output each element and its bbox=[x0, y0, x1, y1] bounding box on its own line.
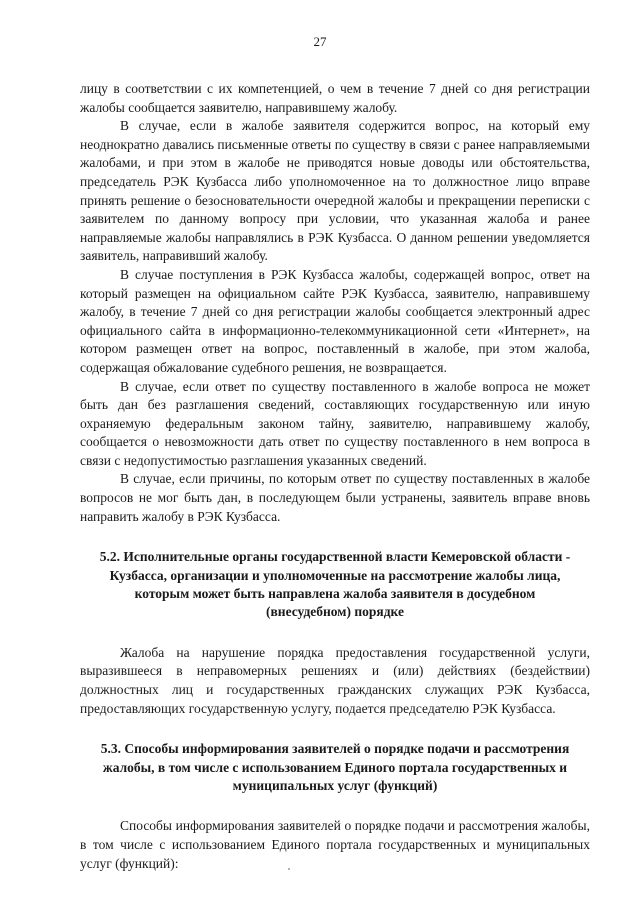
paragraph-continuation: лицу в соответствии с их компетенцией, о чем в течение 7 дней со дня регистрации жалобы сообщается заявителю, направившему жалобу. bbox=[80, 81, 590, 115]
page-body bbox=[80, 80, 590, 873]
paragraph-website-answer: В случае поступления в РЭК Кузбасса жалобы, содержащей вопрос, ответ на который размещен на официальном сайте РЭК Кузбасса, заявителю, направившему жалобу, в течение 7 дней со дня регистрации жалобы сообщается электронный адрес официального сайта в информационно-телекоммуникационной сети «Интернет», на котором размещен ответ на вопрос, поставленный в жалобе, при этом жалоба, содержащая обжалование судебного решения, не возвращается. bbox=[80, 266, 590, 375]
section-5-2-body: Жалоба на нарушение порядка предоставления государственной услуги, выразившееся в неправомерных решениях и (или) действиях (бездействии) должностных лиц и государственных гражданских служащих РЭК Кузбасса, предоставляющих государственную услугу, подается председателю РЭК Кузбасса. bbox=[80, 644, 590, 716]
paragraph-resubmit: В случае, если причины, по которым ответ по существу поставленных в жалобе вопросов не мог быть дан, в последующем были устранены, заявитель вправе вновь направить жалобу в РЭК Кузбасса. bbox=[80, 471, 590, 524]
section-5-3-heading: 5.3. Способы информирования заявителей о порядке подачи и рассмотрения жалобы, в том числе с использованием Единого портала государственных и муниципальных услуг (функций) bbox=[100, 741, 570, 794]
paragraph-repeat-complaint: В случае, если в жалобе заявителя содержится вопрос, на который ему неоднократно давались письменные ответы по существу в связи с ранее направляемыми жалобами, и при этом в жалобе не приводятся новые доводы или обстоятельства, председатель РЭК Кузбасса либо уполномоченное на то должностное лицо вправе принять решение о безосновательности очередной жалобы и прекращении переписки с заявителем по данному вопросу при условии, что указанная жалоба и ранее направляемые жалобы направлялись в РЭК Кузбасса. О данном решении уведомляется заявитель, направивший жалобу. bbox=[80, 118, 590, 264]
section-5-3-body: Способы информирования заявителей о порядке подачи и рассмотрения жалобы, в том числе с использованием Единого портала государственных и муниципальных услуг (функций): bbox=[80, 818, 590, 871]
paragraph-secret-info: В случае, если ответ по существу поставленного в жалобе вопроса не может быть дан без разглашения сведений, составляющих государственную или иную охраняемую федеральным законом тайну, заявителю, направившему жалобу, сообщается о невозможности дать ответ по существу поставленного в нем вопроса в связи с недопустимостью разглашения указанных сведений. bbox=[80, 378, 590, 468]
page-number: 27 bbox=[313, 34, 327, 49]
section-5-2-heading: 5.2. Исполнительные органы государственной власти Кемеровской области - Кузбасса, организации и уполномоченные на рассмотрение жалобы лица, которым может быть направлена жалоба заявителя в досудебном (внесудебном) порядке bbox=[99, 549, 571, 620]
scan-speck bbox=[288, 868, 290, 870]
